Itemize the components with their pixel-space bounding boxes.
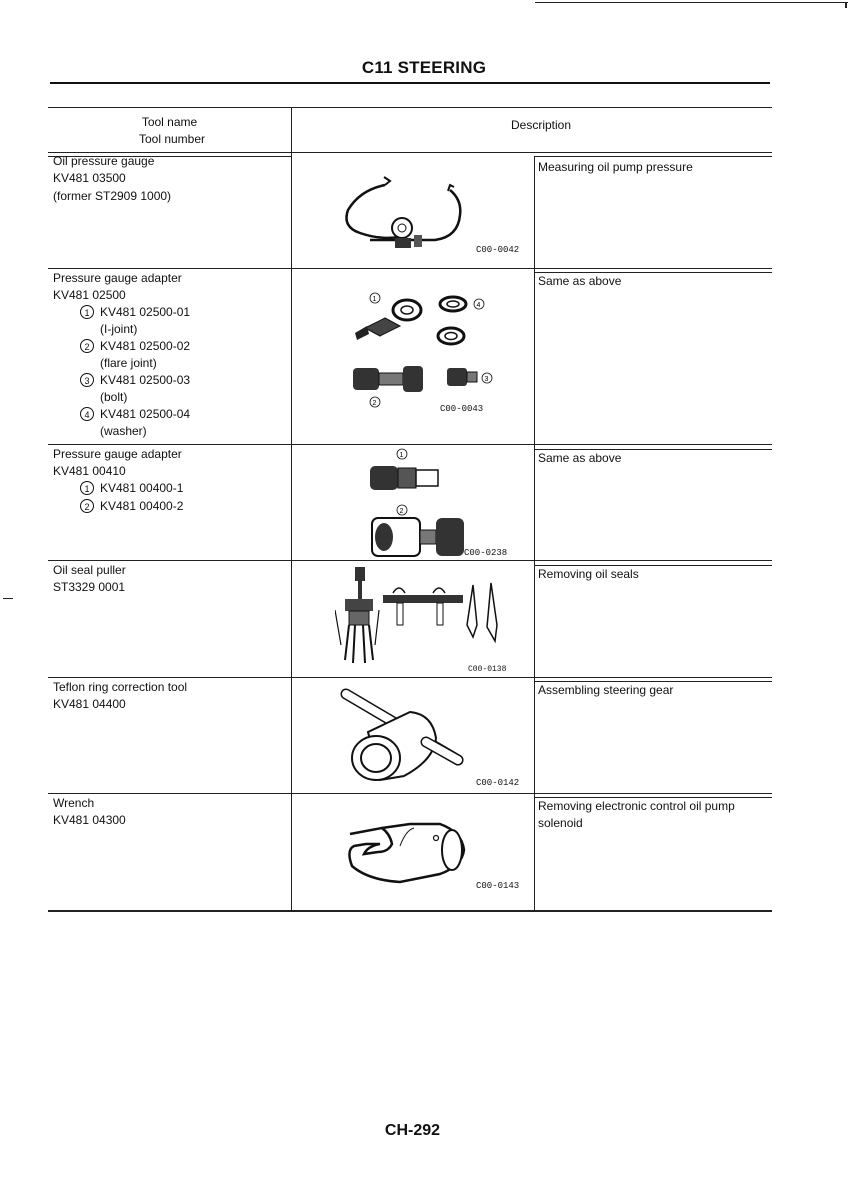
svg-text:1: 1	[399, 452, 404, 459]
tool-number: KV481 02500	[53, 288, 126, 302]
figure-code: C00-0042	[476, 245, 520, 255]
tool-number: KV481 04300	[53, 813, 126, 827]
tool-description-continued: solenoid	[538, 816, 583, 830]
pressure-gauge-adapter-parts-illustration	[345, 288, 495, 408]
tool-description: Same as above	[538, 451, 622, 465]
teflon-ring-correction-tool-illustration	[340, 688, 470, 783]
svg-text:2: 2	[399, 508, 404, 515]
part-note: (washer)	[100, 424, 147, 438]
figure-code: C00-0043	[440, 404, 484, 414]
callout-2	[397, 505, 407, 515]
header-bottom-rule	[48, 152, 772, 153]
part-item	[80, 372, 190, 389]
callout-2	[370, 397, 380, 407]
tool-number-former: (former ST2909 1000)	[53, 189, 172, 203]
tool-number: KV481 04400	[53, 697, 126, 711]
oil-pressure-gauge-illustration	[340, 165, 470, 260]
tool-number: ST3329 0001	[53, 580, 126, 594]
part-number: KV481 00400-2	[100, 499, 184, 513]
tool-name: Pressure gauge adapter	[53, 271, 182, 285]
callout-1	[370, 293, 380, 303]
circled-mark: 3	[80, 373, 94, 387]
part-note: (flare joint)	[100, 356, 157, 370]
tool-description: Removing electronic control oil pump	[538, 799, 735, 813]
table-top-rule	[48, 107, 772, 108]
figure-code: C00-0142	[476, 778, 520, 788]
svg-text:2: 2	[372, 400, 377, 407]
tool-name: Oil pressure gauge	[53, 154, 155, 168]
tool-number: KV481 03500	[53, 171, 126, 185]
header-tool-number: Tool number	[138, 132, 206, 146]
col-divider-2	[534, 156, 535, 910]
circled-mark: 2	[80, 499, 94, 513]
col-divider-1	[291, 108, 292, 910]
row-rule-3	[48, 444, 772, 445]
tool-description: Measuring oil pump pressure	[538, 160, 693, 174]
figure-code: C00-0143	[476, 881, 520, 891]
part-item	[80, 498, 183, 515]
part-note: (bolt)	[100, 390, 128, 404]
row-rule-4	[48, 560, 772, 561]
tool-name: Oil seal puller	[53, 563, 126, 577]
part-number: KV481 02500-02	[100, 339, 191, 353]
table-bottom-rule	[48, 910, 772, 912]
circled-mark: 1	[80, 305, 94, 319]
row-rule-1-desc	[534, 156, 772, 157]
figure-code: C00-0138	[468, 665, 507, 674]
tool-name: Pressure gauge adapter	[53, 447, 182, 461]
callout-1	[397, 449, 407, 459]
part-note: (I-joint)	[100, 322, 138, 336]
row-rule-5	[48, 677, 772, 678]
figure-code: C00-0238	[464, 548, 508, 558]
page-number: CH-292	[384, 1122, 441, 1139]
tool-name: Teflon ring correction tool	[53, 680, 188, 694]
page-title: C11 STEERING	[361, 58, 487, 77]
svg-text:1: 1	[372, 296, 377, 303]
circled-mark: 2	[80, 339, 94, 353]
wrench-illustration	[340, 810, 470, 890]
circled-mark: 4	[80, 407, 94, 421]
part-item	[80, 338, 190, 355]
tool-number: KV481 00410	[53, 464, 126, 478]
header-description: Description	[510, 118, 572, 132]
row-rule-6	[48, 793, 772, 794]
oil-seal-puller-illustration	[335, 565, 510, 675]
callout-3	[482, 373, 492, 383]
part-number: KV481 02500-04	[100, 407, 191, 421]
callout-4	[474, 299, 484, 309]
part-number: KV481 02500-03	[100, 373, 191, 387]
part-item	[80, 304, 190, 321]
tool-description: Assembling steering gear	[538, 683, 674, 697]
svg-text:4: 4	[476, 302, 481, 309]
part-item	[80, 406, 190, 423]
part-item	[80, 480, 183, 497]
tool-name: Wrench	[53, 796, 95, 810]
tool-description: Removing oil seals	[538, 567, 639, 581]
row-rule-2	[48, 268, 772, 269]
pressure-gauge-adapter-illustration	[350, 446, 470, 558]
part-number: KV481 00400-1	[100, 481, 184, 495]
circled-mark: 1	[80, 481, 94, 495]
header-tool-name: Tool name	[141, 115, 198, 129]
svg-text:3: 3	[484, 376, 489, 383]
part-number: KV481 02500-01	[100, 305, 191, 319]
tool-description: Same as above	[538, 274, 622, 288]
